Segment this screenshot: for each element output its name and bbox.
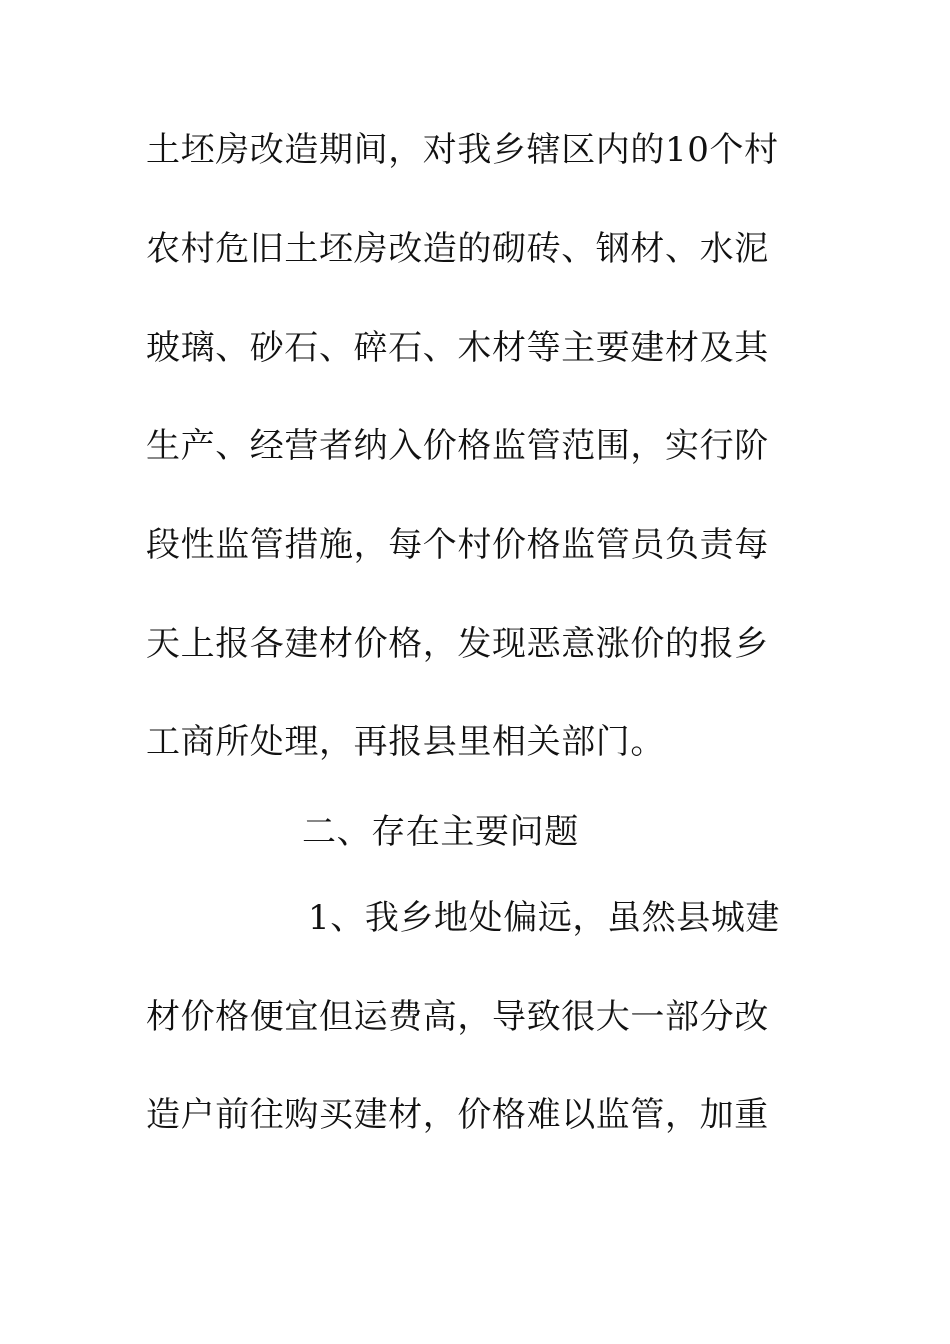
paragraph-line-9: 材价格便宜但运费高，导致很大一部分改 xyxy=(146,997,769,1037)
paragraph-line-8: 1、我乡地处偏远，虽然县城建 xyxy=(308,898,781,938)
paragraph-line-3: 玻璃、砂石、碎石、木材等主要建材及其 xyxy=(146,328,769,368)
paragraph-line-2: 农村危旧土坯房改造的砌砖、钢材、水泥 xyxy=(146,229,769,269)
paragraph-line-1: 土坯房改造期间，对我乡辖区内的10个村 xyxy=(146,130,779,170)
paragraph-line-7: 工商所处理，再报县里相关部门。 xyxy=(146,722,665,762)
paragraph-line-5: 段性监管措施，每个村价格监管员负责每 xyxy=(146,525,769,565)
paragraph-line-6: 天上报各建材价格，发现恶意涨价的报乡 xyxy=(146,624,769,664)
paragraph-line-4: 生产、经营者纳入价格监管范围，实行阶 xyxy=(146,426,769,466)
section-heading: 二、存在主要问题 xyxy=(302,812,579,852)
paragraph-line-10: 造户前往购买建材，价格难以监管，加重 xyxy=(146,1095,769,1135)
